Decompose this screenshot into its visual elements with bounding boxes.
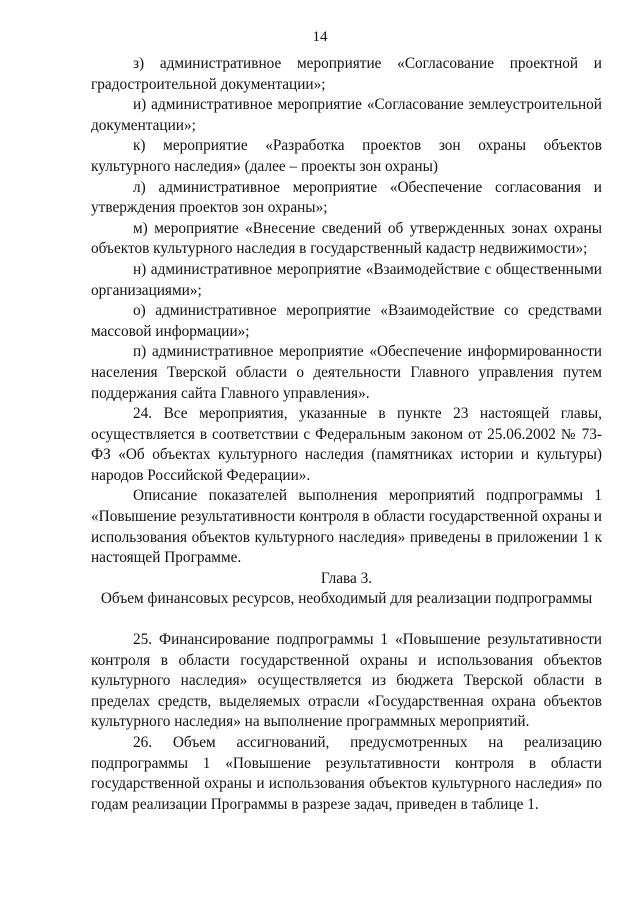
paragraph-item-m: м) мероприятие «Внесение сведений об утвержденных зонах охраны объектов культурного наследия в государственный кадастр недвижимости»; [91, 219, 602, 258]
paragraph-item-k: к) мероприятие «Разработка проектов зон охраны объектов культурного наследия» (далее – проекты зон охраны) [91, 137, 602, 175]
document-body [91, 54, 602, 815]
chapter-label: Глава 3. [320, 569, 373, 587]
paragraph-indicators-description: Описание показателей выполнения мероприятий подпрограммы 1 «Повышение результативности контроля в области государственной охраны и использования объектов культурного наследия» приведены в приложении 1 к настоящей Программе. [91, 487, 602, 567]
section-spacer [91, 610, 602, 630]
paragraph-item-z: з) административное мероприятие «Согласование проектной и градостроительной документации»; [91, 55, 602, 93]
chapter-title: Объем финансовых ресурсов, необходимый для реализации подпрограммы [100, 590, 593, 608]
page-number: 14 [312, 29, 328, 45]
paragraph-item-o: о) административное мероприятие «Взаимодействие со средствами массовой информации»; [91, 302, 602, 340]
paragraph-item-i: и) административное мероприятие «Согласование землеустроительной документации»; [91, 96, 602, 134]
paragraph-25: 25. Финансирование подпрограммы 1 «Повышение результативности контроля в области государственной охраны и использования объектов культурного наследия» осуществляется из бюджета Тверской области в пределах средств, выделяемых отрасли «Государственная охрана объектов культурного наследия» на выполнение программных мероприятий. [91, 631, 602, 731]
paragraph-item-n: н) административное мероприятие «Взаимодействие с общественными организациями»; [91, 260, 602, 299]
paragraph-24: 24. Все мероприятия, указанные в пункте 23 настоящей главы, осуществляется в соответствии с Федеральным законом от 25.06.2002 № 73-ФЗ «Об объектах культурного наследия (памятниках истории и культуры) народов Российской Федерации». [91, 405, 602, 484]
paragraph-item-p: п) административное мероприятие «Обеспечение информированности населения Тверской области о деятельности Главного управления путем поддержания сайта Главного управления». [91, 343, 602, 402]
paragraph-26: 26. Объем ассигнований, предусмотренных на реализацию подпрограммы 1 «Повышение результативности контроля в области государственной охраны и использования объектов культурного наследия» по годам реализации Программы в разрезе задач, приведен в таблице 1. [91, 734, 602, 813]
paragraph-item-l: л) административное мероприятие «Обеспечение согласования и утверждения проектов зон охраны»; [91, 178, 602, 217]
